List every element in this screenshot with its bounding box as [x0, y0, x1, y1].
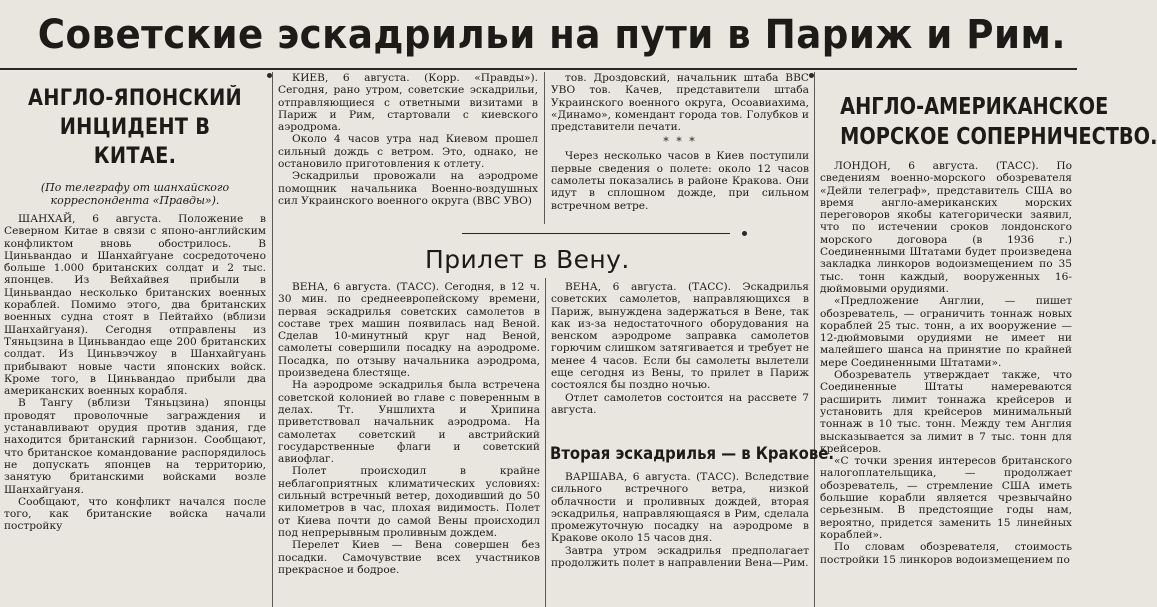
article-paragraph: Обозреватель утверждает также, что Соединенные Штаты намереваются расширить лимит тоннажа крейсеров и установить для крейсеров минимальный тоннаж в 10 тыс. тонн. Между тем Англия высказывается за лимит в 7 тыс. тонн для крейсеров. [820, 369, 1072, 455]
article-paragraph: Сообщают, что конфликт начался после того, как британские войска начали постройку [4, 495, 266, 533]
article-subtitle: корреспондента «Правды»). [50, 194, 220, 207]
article-paragraph: Через несколько часов в Киев поступили первые сведения о полете: около 12 часов самолеты показались в районе Кракова. Они идут в сплошном дожде, при сильном встречном ветре. [551, 150, 809, 212]
section-title-vienna: Прилет в Вену. [425, 245, 630, 274]
article-paragraph: По словам обозревателя, стоимость постройки 15 линкоров водоизмещением по [820, 541, 1072, 566]
article-paragraph: ЛОНДОН, 6 августа. (ТАСС). По сведениям военно-морского обозревателя «Дейли телеграф», представитель США во время англо-американских морских переговоров якобы категорически заявил, что по истечении сроков лондонского морского договора (в 1936 г.) Соединенными Штатами будет произведена закладка линкоров водоизмещением по 35 тыс. тонн каждый, вооруженных 16-дюймовыми орудиями. [820, 160, 1072, 295]
article-krakow [551, 471, 809, 607]
page-headline: Советские эскадрильи на пути в Париж и Рим. [37, 12, 1066, 58]
article-paragraph: ВЕНА, 6 августа. (ТАСС). Сегодня, в 12 ч. 30 мин. по среднеевропейскому времени, первая эскадрилья советских самолетов в составе трех машин появилась над Веной. Сделав 10-минутный круг над Веной, самолеты совершили посадку на аэродроме. Посадка, по отзыву начальника аэродрома, произведена блестяще. [278, 281, 540, 380]
article-paragraph: «С точки зрения интересов британского налогоплательщика, — продолжает обозреватель, — стремление США иметь большие корабли является чрезвычайно серьезным. В предстоящие годы нам, вероятно, придется заменить 15 линейных кораблей». [820, 455, 1072, 541]
article-subtitle: (По телеграфу от шанхайского [40, 181, 230, 194]
column-divider [814, 72, 815, 607]
article-paragraph: ВАРШАВА, 6 августа. (ТАСС). Вследствие сильного встречного ветра, низкой облачности и проливных дождей, вторая эскадрилья, направляющаяся в Рим, сделала промежуточную посадку на аэродроме в Кракове около 15 часов дня. [551, 471, 809, 545]
article-paragraph: На аэродроме эскадрилья была встречена советской колонией во главе с поверенным в делах. Тт. Уншлихта и Хрипина приветствовал начальник аэродрома. На самолетах советский и австрийский государственные флаги и советский авиофлаг. [278, 379, 540, 466]
article-title: АНГЛО-АМЕРИКАНСКОЕ [840, 94, 1109, 120]
article-title: ИНЦИДЕНТ В КИТАЕ. [59, 115, 211, 169]
ornament-dot [267, 73, 272, 78]
article-vienna-left [278, 281, 540, 607]
article-paragraph: Перелет Киев — Вена совершен без посадки. Самочувствие всех участников прекрасное и бодрое. [278, 539, 540, 576]
article-paragraph: ШАНХАЙ, 6 августа. Положение в Северном Китае в связи с японо-английским конфликтом вновь обострилось. В Циньвандао и Шанхайгуане сосредоточено больше 1.000 британских солдат и 2 тыс. японцев. Из Вейхайвея прибыли в Циньвандао несколько британских военных кораблей. Помимо этого, два британских военных судна стоят в Пейтайхо (вблизи Шанхайгуаня). Сегодня отправлены из Тяньцзина в Циньвандао еще 200 британских солдат. Из Циньвэчжоу в Шанхайгуань прибывают новые части японских войск. Кроме того, в Циньвандао прибыли два американских военных корабля. [4, 213, 266, 398]
section-rule [462, 233, 730, 234]
ornament-dot [742, 231, 747, 236]
article-kiev [278, 72, 538, 224]
article-paragraph: тов. Дроздовский, начальник штаба ВВС УВО тов. Качев, представители штаба Украинского военного округа, Осоавиахима, «Динамо», комендант города тов. Голубков и представители печати. [551, 72, 809, 134]
headline-rule [0, 68, 1077, 70]
article-paragraph: Завтра утром эскадрилья предполагает продолжить полет в направлении Вена—Рим. [551, 544, 809, 570]
article-paragraph: Полет происходил в крайне неблагоприятных климатических условиях: сильный встречный ветер, доходивший до 50 километров в час, плохая видимость. Полет от Киева почти до самой Вены происходил под непрерывным проливным дождем. [278, 465, 540, 539]
article-paragraph: Эскадрильи провожали на аэродроме помощник начальника Военно-воздушных сил Украинского военного округа (ВВС УВО) [278, 170, 538, 207]
column-divider [272, 72, 273, 607]
article-anglo-american [820, 92, 1157, 607]
article-vienna-right [551, 281, 809, 437]
article-paragraph: ВЕНА, 6 августа. (ТАСС). Эскадрилья советских самолетов, направляющихся в Париж, вынуждена задержаться в Вене, так как из-за недостаточного оборудования на венском аэродроме заправка самолетов горючим слишком затягивается и требует не менее 4 часов. Если бы самолеты вылетели еще сегодня из Вены, то прилет в Париж состоялся бы поздно ночью. [551, 281, 809, 392]
article-anglo-japanese [4, 84, 266, 607]
article-title: МОРСКОЕ СОПЕРНИЧЕСТВО. [840, 124, 1157, 150]
article-paragraph: КИЕВ, 6 августа. (Корр. «Правды»). Сегодня, рано утром, советские эскадрильи, отправляющиеся с ответными визитами в Париж и Рим, стартовали с киевского аэродрома. [278, 72, 538, 134]
article-paragraph: Около 4 часов утра над Киевом прошел сильный дождь с ветром. Это, однако, не остановило приготовления к отлету. [278, 133, 538, 171]
article-paragraph: В Тангу (вблизи Тяньцзина) японцы проводят проволочные заграждения и устанавливают орудия против здания, где находится британский гарнизон. Сообщают, что британское командование распорядилось не допускать японцев на территорию, занятую британскими войсками возле Шанхайгуаня. [4, 397, 266, 496]
section-stars: * * * [663, 135, 697, 149]
ornament-dot [809, 73, 814, 78]
article-kiev-continued [551, 72, 809, 224]
article-title: АНГЛО-ЯПОНСКИЙ [27, 86, 243, 111]
column-divider [544, 72, 545, 224]
section-title-krakow: Вторая эскадрилья — в Кракове. [550, 444, 834, 463]
article-paragraph: «Предложение Англии, — пишет обозреватель, — ограничить тоннаж новых кораблей 25 тыс. тонн, а их вооружение — 12-дюймовыми орудиями не имеет ни малейшего шанса на принятие по крайней мере Соединенными Штатами». [820, 295, 1072, 369]
column-divider [545, 278, 546, 607]
article-paragraph: Отлет самолетов состоится на рассвете 7 августа. [551, 391, 809, 416]
